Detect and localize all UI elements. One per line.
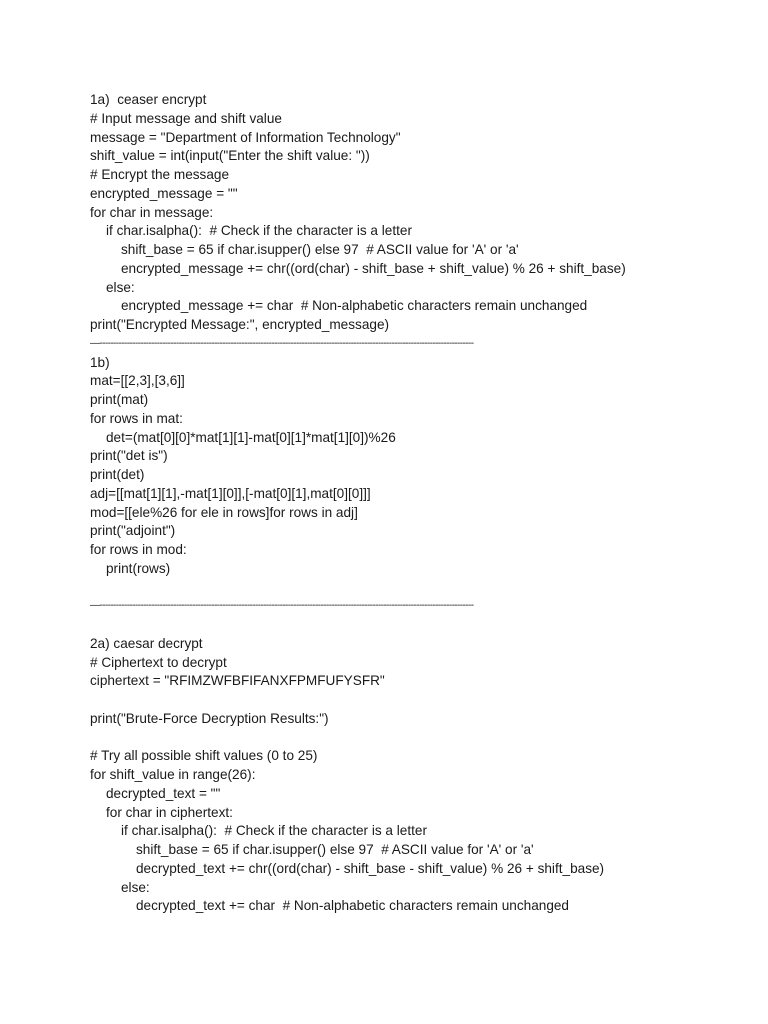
blank-line — [90, 729, 690, 748]
code-line: decrypted_text += chr((ord(char) - shift_base - shift_value) % 26 + shift_base) — [136, 860, 605, 876]
blank-line — [90, 691, 690, 710]
code-line: if char.isalpha(): # Check if the character is a letter — [106, 223, 412, 239]
code-line: # Input message and shift value — [90, 110, 282, 126]
code-line: if char.isalpha(): # Check if the character is a letter — [121, 823, 427, 839]
code-line: # Ciphertext to decrypt — [90, 654, 227, 670]
code-line: # Encrypt the message — [90, 167, 230, 182]
code-line: print(rows) — [106, 560, 171, 576]
code-line: shift_base = 65 if char.isupper() else 97 # ASCII value for 'A' or 'a' — [121, 242, 519, 257]
section-separator: —----------------------------------------------------------------------------------------------------------------------------------------- — [90, 600, 474, 612]
code-line: encrypted_message = "" — [90, 185, 238, 201]
code-line: for char in ciphertext: — [106, 804, 233, 820]
code-line: decrypted_text += char # Non-alphabetic characters remain unchanged — [136, 898, 569, 914]
code-line: shift_value = int(input("Enter the shift value: ")) — [90, 148, 370, 164]
code-line: det=(mat[0][0]*mat[1][1]-mat[0][1]*mat[1][0])%26 — [106, 429, 396, 445]
code-line: else: — [106, 279, 135, 295]
code-line: mod=[[ele%26 for ele in rows]for rows in adj] — [90, 504, 358, 520]
code-line: for rows in mat: — [90, 410, 183, 426]
code-line: print(mat) — [90, 392, 149, 407]
code-line: encrypted_message += chr((ord(char) - shift_base + shift_value) % 26 + shift_base) — [121, 260, 626, 276]
code-line: mat=[[2,3],[3,6]] — [90, 373, 185, 389]
code-line: for shift_value in range(26): — [90, 767, 256, 782]
code-line: for char in message: — [90, 204, 214, 220]
code-line: encrypted_message += char # Non-alphabetic characters remain unchanged — [121, 298, 588, 314]
code-line: else: — [121, 879, 150, 895]
section-1a-heading: 1a) ceaser encrypt — [90, 92, 207, 107]
section-separator: —----------------------------------------------------------------------------------------------------------------------------------------- — [90, 337, 474, 349]
blank-line — [90, 616, 690, 635]
code-line: decrypted_text = "" — [106, 785, 221, 801]
code-line: for rows in mod: — [90, 542, 187, 557]
code-line: print("Brute-Force Decryption Results:") — [90, 710, 329, 726]
section-2a-heading: 2a) caesar decrypt — [90, 635, 203, 651]
blank-line — [90, 579, 690, 598]
code-line: print("Encrypted Message:", encrypted_message) — [90, 317, 390, 332]
code-line: ciphertext = "RFIMZWFBFIFANXFPMFUFYSFR" — [90, 673, 385, 689]
code-line: message = "Department of Information Technology" — [90, 129, 401, 145]
code-line: # Try all possible shift values (0 to 25) — [90, 748, 318, 764]
section-1b-heading: 1b) — [90, 354, 110, 370]
document-body — [90, 91, 690, 916]
code-line: print(det) — [90, 467, 145, 482]
code-line: shift_base = 65 if char.isupper() else 97 # ASCII value for 'A' or 'a' — [136, 842, 534, 857]
code-line: print("det is") — [90, 448, 168, 464]
code-line: print("adjoint") — [90, 523, 176, 539]
code-line: adj=[[mat[1][1],-mat[1][0]],[-mat[0][1],mat[0][0]]] — [90, 485, 371, 501]
